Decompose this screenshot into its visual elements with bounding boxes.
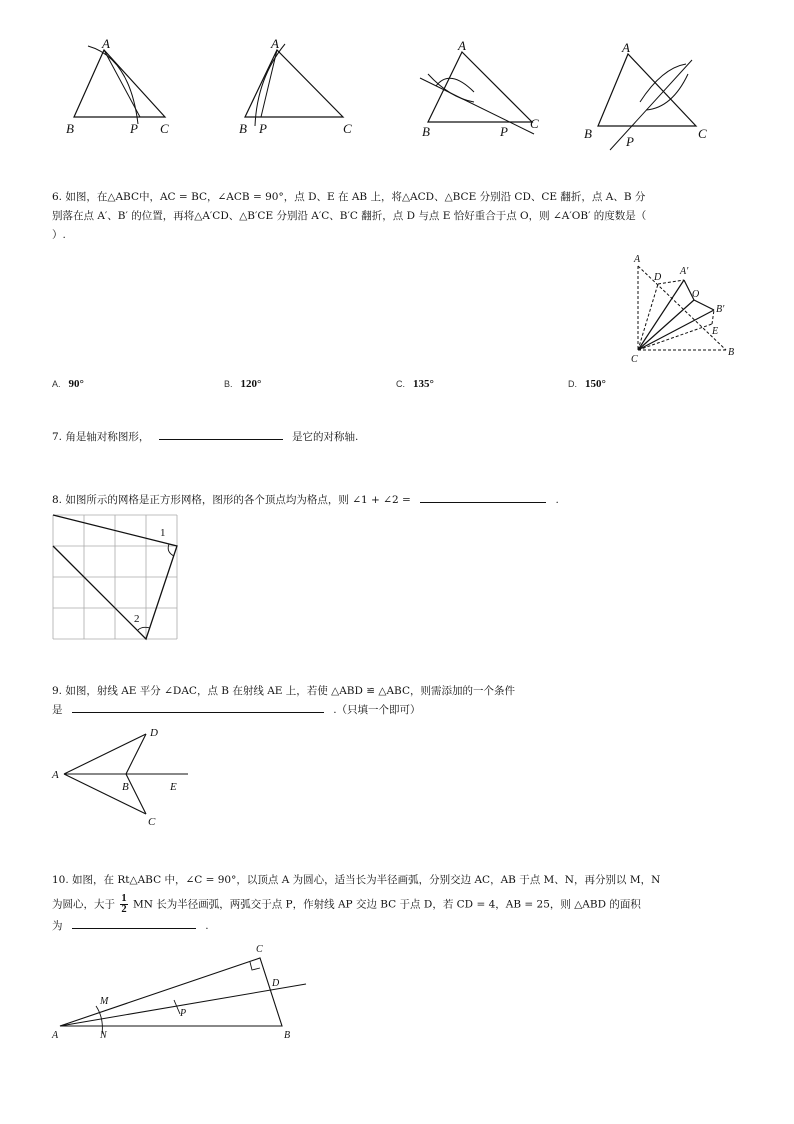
q10-number: 10. <box>52 874 69 886</box>
q8-grid-figure <box>52 514 180 640</box>
label-C: C <box>256 944 263 955</box>
q9-text-2-after: .（只填一个即可） <box>333 704 421 716</box>
option-value: 150° <box>585 378 606 390</box>
q7-text-before: 角是轴对称图形， <box>65 431 150 443</box>
label-M: M <box>100 996 109 1007</box>
label-B-prime: B′ <box>716 304 725 315</box>
label-P: P <box>626 134 634 149</box>
q10-text-2-before: 为圆心，大于 <box>52 898 115 911</box>
construction-figure-3 <box>410 38 550 138</box>
label-P: P <box>259 121 267 136</box>
q10-text-3-after: . <box>205 920 209 932</box>
q6-line3 <box>52 226 66 245</box>
label-E: E <box>170 781 177 793</box>
label-A: A <box>52 769 59 781</box>
q6-text-1: 如图，在△ABC中，AC = BC，∠ACB = 90°，点 D、E 在 AB 上，将△ACD、△BCE 分别沿 CD、CE 翻折，点 A、B 分 <box>65 191 646 203</box>
q8-answer-blank[interactable] <box>420 492 546 503</box>
label-B: B <box>422 124 430 139</box>
option-value: 90° <box>68 378 84 390</box>
label-P: P <box>130 121 138 136</box>
q10-answer-blank[interactable] <box>72 918 196 929</box>
label-C: C <box>148 816 156 828</box>
q10-line1 <box>52 871 660 890</box>
option-value: 135° <box>413 378 434 390</box>
option-key: A. <box>52 379 61 389</box>
q10-line3 <box>52 917 209 936</box>
label-A: A <box>271 36 279 51</box>
q9-text-1: 如图，射线 AE 平分 ∠DAC，点 B 在射线 AE 上，若使 △ABD ≌ △ABC，则需添加的一个条件 <box>65 685 515 697</box>
fraction-denominator: 2 <box>121 904 127 915</box>
label-B: B <box>584 126 592 141</box>
q8-line <box>52 491 559 510</box>
label-B: B <box>66 121 74 136</box>
label-B: B <box>284 1030 291 1041</box>
q6-number: 6. <box>52 191 63 203</box>
q6-line2 <box>52 207 646 226</box>
q9-answer-blank[interactable] <box>72 702 324 713</box>
q10-figure <box>52 940 312 1045</box>
option-key: D. <box>568 379 577 389</box>
q6-option-a[interactable] <box>52 378 84 390</box>
label-E: E <box>712 326 719 337</box>
angle-2-label: 2 <box>134 613 140 625</box>
option-key: B. <box>224 379 233 389</box>
label-A: A <box>458 38 466 53</box>
q8-number: 8. <box>52 494 63 506</box>
construction-figure-4 <box>582 38 712 150</box>
label-A: A <box>102 36 110 51</box>
label-C: C <box>631 354 638 365</box>
label-N: N <box>100 1030 107 1041</box>
q9-text-2-before: 是 <box>52 704 63 716</box>
label-C: C <box>160 121 169 136</box>
q6-text-2: 别落在点 A′、B′ 的位置，再将△A′CD、△B′CE 分别沿 A′C、B′C 翻折，点 D 与点 E 恰好重合于点 O，则 ∠A′OB′ 的度数是（ <box>52 210 647 222</box>
label-P: P <box>500 124 508 139</box>
label-C: C <box>530 116 539 131</box>
fraction-numerator: 1 <box>121 893 127 904</box>
q9-line1 <box>52 682 515 701</box>
label-D: D <box>150 727 158 739</box>
q7-answer-blank[interactable] <box>159 429 283 440</box>
option-value: 120° <box>240 378 262 390</box>
q10-text-3-before: 为 <box>52 920 63 932</box>
label-A: A <box>622 40 630 55</box>
label-B: B <box>122 781 129 793</box>
q9-number: 9. <box>52 685 63 697</box>
label-A: A <box>52 1030 59 1041</box>
q7-number: 7. <box>52 431 63 443</box>
q8-text-after: . <box>555 494 559 506</box>
label-P: P <box>180 1008 187 1019</box>
q6-line1 <box>52 188 645 207</box>
construction-figure-1 <box>60 38 190 138</box>
construction-figure-2 <box>235 38 365 138</box>
q7-line <box>52 428 358 447</box>
label-A-prime: A′ <box>680 266 689 277</box>
q6-option-b[interactable] <box>224 378 261 390</box>
q8-text-before: 如图所示的网格是正方形网格，图形的各个顶点均为格点，则 ∠1 + ∠2 = <box>65 494 411 506</box>
q10-text-1: 如图，在 Rt△ABC 中，∠C = 90°，以顶点 A 为圆心，适当长为半径画弧，分别交边 AC，AB 于点 M、N，再分别以 M，N <box>72 874 661 886</box>
label-A: A <box>634 254 641 265</box>
label-C: C <box>698 126 707 141</box>
q10-text-2-after: MN 长为半径画弧，两弧交于点 P，作射线 AP 交边 BC 于点 D，若 CD = 4，AB = 25，则 △ABD 的面积 <box>132 898 641 911</box>
q9-figure <box>52 726 197 831</box>
angle-1-label: 1 <box>160 527 166 539</box>
q6-figure <box>628 252 743 367</box>
q10-line2 <box>52 894 641 915</box>
option-key: C. <box>396 379 405 389</box>
q6-text-3: ）. <box>52 229 66 241</box>
q10-fraction <box>120 894 127 915</box>
label-O: O <box>692 289 700 300</box>
label-D: D <box>654 272 662 283</box>
q9-line2 <box>52 701 421 720</box>
q6-option-d[interactable] <box>568 378 606 390</box>
label-C: C <box>343 121 352 136</box>
label-B: B <box>728 347 735 358</box>
label-D: D <box>272 978 280 989</box>
q6-option-c[interactable] <box>396 378 434 390</box>
q7-text-after: 是它的对称轴. <box>292 431 359 443</box>
label-B: B <box>239 121 247 136</box>
